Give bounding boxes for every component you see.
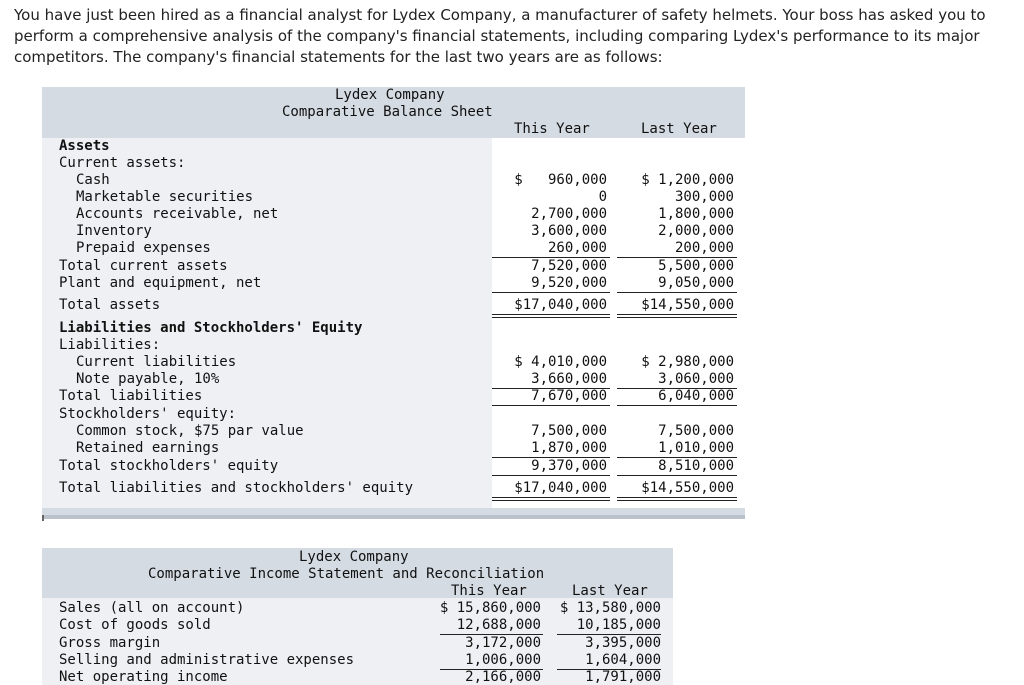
balance-sheet-row-label: Inventory xyxy=(76,223,152,239)
balance-sheet-this-year-value: 7,520,000 xyxy=(531,258,607,274)
balance-sheet-this-year-value: $17,040,000 xyxy=(514,480,607,496)
balance-sheet-row-label: Total assets xyxy=(59,297,161,313)
balance-sheet xyxy=(42,87,745,521)
balance-sheet-row-label: Plant and equipment, net xyxy=(59,275,262,291)
income-statement-col-this-year: This Year xyxy=(451,583,527,599)
balance-sheet-underline xyxy=(617,292,737,293)
balance-sheet-last-year-value: 1,010,000 xyxy=(658,440,734,456)
balance-sheet-underline xyxy=(492,292,610,293)
income-statement-this-year-value: $ 15,860,000 xyxy=(439,600,541,616)
balance-sheet-row-label: Cash xyxy=(76,172,110,188)
income-statement-row-label: Gross margin xyxy=(59,635,161,651)
intro-paragraph: You have just been hired as a financial analyst for Lydex Company, a manufacturer of safety helmets. Your boss has asked you to perform a comprehensive analysis of the company's financial statements, including comparing Lydex's performance to its major competitors. The company's financial statements for the last two years are as follows: xyxy=(14,6,986,66)
income-statement-this-year-value: 3,172,000 xyxy=(465,635,541,651)
balance-sheet-row-label: Stockholders' equity: xyxy=(59,406,237,422)
balance-sheet-underline xyxy=(492,475,610,476)
balance-sheet-underline xyxy=(617,475,737,476)
balance-sheet-row-label: Total stockholders' equity xyxy=(59,458,279,474)
balance-sheet-last-year-value: $ 2,980,000 xyxy=(641,354,734,370)
income-statement-this-year-value: 2,166,000 xyxy=(465,669,541,685)
balance-sheet-last-year-value: 2,000,000 xyxy=(658,223,734,239)
balance-sheet-this-year-value: 9,370,000 xyxy=(531,458,607,474)
balance-sheet-last-year-value: $ 1,200,000 xyxy=(641,172,734,188)
income-statement-last-year-value: 1,604,000 xyxy=(585,652,661,668)
balance-sheet-row-label: Retained earnings xyxy=(76,440,220,456)
balance-sheet-row-label: Current liabilities xyxy=(76,354,237,370)
balance-sheet-last-year-value: $14,550,000 xyxy=(641,297,734,313)
income-statement-row-label: Selling and administrative expenses xyxy=(59,652,355,668)
balance-sheet-last-year-value: 5,500,000 xyxy=(658,258,734,274)
balance-sheet-row-label: Common stock, $75 par value xyxy=(76,423,304,439)
income-statement-last-year-value: $ 13,580,000 xyxy=(559,600,661,616)
balance-sheet-double-underline xyxy=(617,317,737,318)
balance-sheet-this-year-value: 2,700,000 xyxy=(531,206,607,222)
balance-sheet-underline xyxy=(617,405,737,406)
income-statement-title-company: Lydex Company xyxy=(299,549,409,565)
income-statement-row-label: Net operating income xyxy=(59,669,228,685)
balance-sheet-this-year-value: $ 4,010,000 xyxy=(514,354,607,370)
balance-sheet-double-underline xyxy=(492,317,610,318)
balance-sheet-this-year-value: 7,670,000 xyxy=(531,388,607,404)
balance-sheet-underline xyxy=(492,497,610,498)
balance-sheet-last-year-value: 7,500,000 xyxy=(658,423,734,439)
balance-sheet-this-year-value: 3,660,000 xyxy=(531,371,607,387)
balance-sheet-this-year-value: 3,600,000 xyxy=(531,223,607,239)
balance-sheet-row-label: Total liabilities and stockholders' equity xyxy=(59,480,414,496)
balance-sheet-col-last-year: Last Year xyxy=(641,121,717,137)
balance-sheet-row-label: Total current assets xyxy=(59,258,228,274)
balance-sheet-double-underline xyxy=(617,500,737,501)
balance-sheet-title-statement: Comparative Balance Sheet xyxy=(282,104,493,120)
balance-sheet-row-label: Liabilities and Stockholders' Equity xyxy=(59,320,363,336)
income-statement-this-year-value: 1,006,000 xyxy=(465,652,541,668)
balance-sheet-row-label: Liabilities: xyxy=(59,337,161,353)
balance-sheet-row-label: Marketable securities xyxy=(76,189,254,205)
balance-sheet-double-underline xyxy=(492,500,610,501)
balance-sheet-this-year-value: 0 xyxy=(598,189,607,205)
balance-sheet-row-label: Accounts receivable, net xyxy=(76,206,279,222)
balance-sheet-last-year-value: 3,060,000 xyxy=(658,371,734,387)
balance-sheet-row-label: Assets xyxy=(59,138,110,154)
balance-sheet-row-label: Current assets: xyxy=(59,155,186,171)
income-statement-title-statement: Comparative Income Statement and Reconciliation xyxy=(148,566,545,582)
balance-sheet-footer-tick xyxy=(42,515,44,521)
balance-sheet-last-year-value: 200,000 xyxy=(674,240,734,256)
balance-sheet-row-label: Prepaid expenses xyxy=(76,240,211,256)
balance-sheet-row-label: Note payable, 10% xyxy=(76,371,220,387)
income-statement-last-year-value: 1,791,000 xyxy=(585,669,661,685)
balance-sheet-last-year-value: 8,510,000 xyxy=(658,458,734,474)
balance-sheet-title-company: Lydex Company xyxy=(335,87,445,103)
balance-sheet-last-year-value: $14,550,000 xyxy=(641,480,734,496)
balance-sheet-underline xyxy=(617,497,737,498)
balance-sheet-last-year-value: 300,000 xyxy=(674,189,734,205)
balance-sheet-underline xyxy=(492,405,610,406)
balance-sheet-last-year-value: 6,040,000 xyxy=(658,388,734,404)
income-statement-row-label: Sales (all on account) xyxy=(59,600,245,616)
balance-sheet-footer-band xyxy=(42,508,745,515)
balance-sheet-footer-rule xyxy=(42,515,745,519)
income-statement-col-last-year: Last Year xyxy=(572,583,648,599)
income-statement-row-label: Cost of goods sold xyxy=(59,617,211,633)
income-statement xyxy=(42,548,673,685)
balance-sheet-col-this-year: This Year xyxy=(514,121,590,137)
balance-sheet-this-year-value: $17,040,000 xyxy=(514,297,607,313)
balance-sheet-this-year-value: 9,520,000 xyxy=(531,275,607,291)
balance-sheet-last-year-value: 1,800,000 xyxy=(658,206,734,222)
balance-sheet-row-label: Total liabilities xyxy=(59,388,203,404)
balance-sheet-underline xyxy=(492,314,610,315)
balance-sheet-this-year-value: 260,000 xyxy=(547,240,607,256)
balance-sheet-last-year-value: 9,050,000 xyxy=(658,275,734,291)
balance-sheet-this-year-value: 7,500,000 xyxy=(531,423,607,439)
balance-sheet-this-year-value: 1,870,000 xyxy=(531,440,607,456)
income-statement-last-year-value: 3,395,000 xyxy=(585,635,661,651)
income-statement-last-year-value: 10,185,000 xyxy=(576,617,661,633)
balance-sheet-underline xyxy=(617,314,737,315)
balance-sheet-this-year-value: $ 960,000 xyxy=(514,172,607,188)
income-statement-this-year-value: 12,688,000 xyxy=(456,617,541,633)
